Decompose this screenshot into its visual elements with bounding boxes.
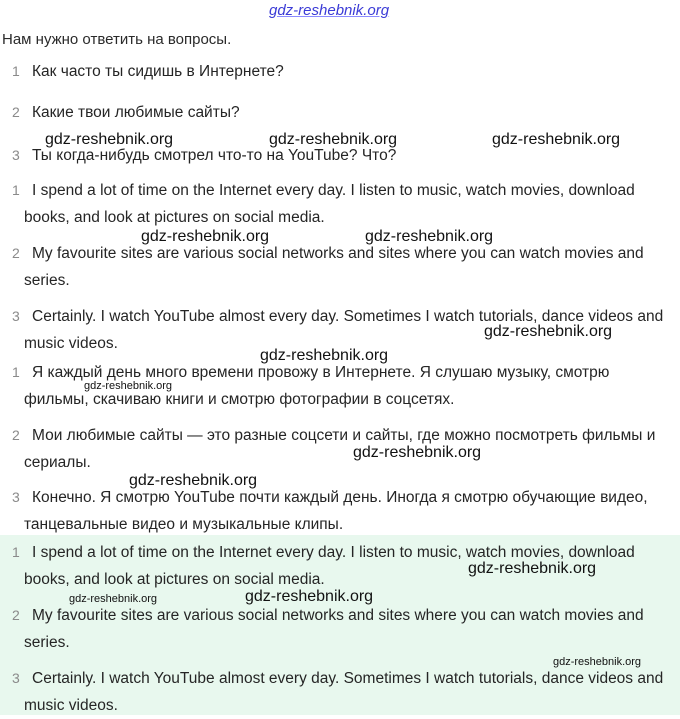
list-number: 1 bbox=[12, 63, 20, 79]
answer-ru-text: Конечно. Я смотрю YouTube почти каждый день. Иногда я смотрю обучающие видео, танцевальные видео и музыкальные клипы. bbox=[24, 489, 648, 533]
watermark: gdz-reshebnik.org bbox=[245, 588, 374, 605]
watermark: gdz-reshebnik.org bbox=[365, 228, 494, 245]
list-number: 2 bbox=[12, 245, 20, 261]
answer-ru-item bbox=[0, 484, 680, 538]
list-number: 3 bbox=[12, 308, 20, 324]
watermark: gdz-reshebnik.org bbox=[69, 593, 158, 605]
question-text: Как часто ты сидишь в Интернете? bbox=[32, 63, 284, 80]
list-number: 2 bbox=[12, 607, 20, 623]
watermark: gdz-reshebnik.org bbox=[468, 560, 597, 577]
final-answer-item bbox=[0, 602, 680, 656]
answer-ru-item bbox=[0, 422, 680, 476]
final-answer-text: Certainly. I watch YouTube almost every day. Sometimes I watch tutorials, dance videos and music videos. bbox=[24, 670, 664, 714]
watermark: gdz-reshebnik.org bbox=[45, 131, 174, 148]
question-item bbox=[0, 99, 680, 126]
final-answer-text: I spend a lot of time on the Internet every day. I listen to music, watch movies, download books, and look at pictures on social media. bbox=[24, 544, 635, 588]
list-number: 3 bbox=[12, 670, 20, 686]
list-number: 1 bbox=[12, 544, 20, 560]
watermark: gdz-reshebnik.org bbox=[484, 323, 613, 340]
final-answer-text: My favourite sites are various social networks and sites where you can watch movies and series. bbox=[24, 607, 644, 651]
list-number: 3 bbox=[12, 147, 20, 163]
question-item bbox=[0, 58, 680, 85]
answer-en-item bbox=[0, 177, 680, 231]
list-number: 1 bbox=[12, 364, 20, 380]
watermark: gdz-reshebnik.org bbox=[260, 347, 389, 364]
answer-en-text: My favourite sites are various social networks and sites where you can watch movies and series. bbox=[24, 245, 644, 289]
watermark-top: gdz-reshebnik.org bbox=[269, 2, 390, 19]
watermark: gdz-reshebnik.org bbox=[269, 131, 398, 148]
watermark: gdz-reshebnik.org bbox=[129, 472, 258, 489]
answer-en-item bbox=[0, 240, 680, 294]
answer-en-text: I spend a lot of time on the Internet every day. I listen to music, watch movies, download books, and look at pictures on social media. bbox=[24, 182, 635, 226]
answer-en-text: Certainly. I watch YouTube almost every day. Sometimes I watch tutorials, dance videos and music videos. bbox=[24, 308, 664, 352]
watermark: gdz-reshebnik.org bbox=[553, 656, 642, 668]
question-text: Ты когда-нибудь смотрел что-то на YouTube? Что? bbox=[32, 147, 397, 164]
list-number: 1 bbox=[12, 182, 20, 198]
watermark: gdz-reshebnik.org bbox=[353, 444, 482, 461]
intro-text: Нам нужно ответить на вопросы. bbox=[2, 31, 232, 48]
question-text: Какие твои любимые сайты? bbox=[32, 104, 240, 121]
answer-ru-text: Я каждый день много времени провожу в Интернете. Я слушаю музыку, смотрю фильмы, скачиваю книги и смотрю фотографии в соцсетях. bbox=[24, 364, 610, 408]
answer-ru-text: Мои любимые сайты — это разные соцсети и сайты, где можно посмотреть фильмы и сериалы. bbox=[24, 427, 656, 471]
watermark: gdz-reshebnik.org bbox=[141, 228, 270, 245]
watermark: gdz-reshebnik.org bbox=[84, 380, 173, 392]
final-answer-item bbox=[0, 665, 680, 719]
list-number: 2 bbox=[12, 427, 20, 443]
list-number: 3 bbox=[12, 489, 20, 505]
list-number: 2 bbox=[12, 104, 20, 120]
watermark: gdz-reshebnik.org bbox=[492, 131, 621, 148]
